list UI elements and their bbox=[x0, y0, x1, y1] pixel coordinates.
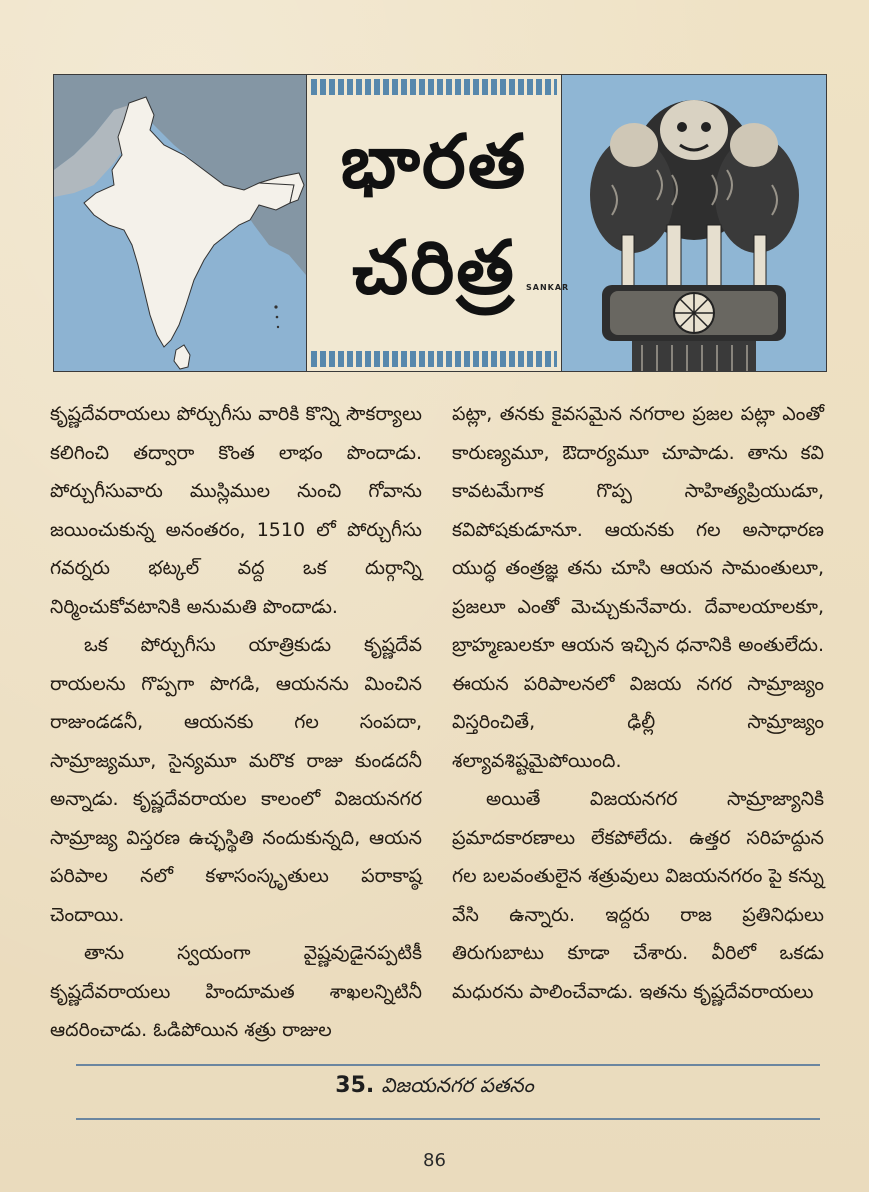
left-paragraph-1: కృష్ణదేవరాయలు పోర్చుగీసు వారికి కొన్ని సౌకర్యాలు కలిగించి తద్వారా కొంత లాభం పొందాడు. పోర్చుగీసువారు ముస్లిముల నుంచి గోవాను జయించుకున్న అనంతరం, 1510 లో పోర్చుగీసు గవర్నరు భట్కల్ వద్ద ఒక దుర్గాన్ని నిర్మించుకోవటానికి అనుమతి పొందాడు. bbox=[50, 403, 422, 618]
left-paragraph-3: తాను స్వయంగా వైష్ణవుడైనప్పటికీ కృష్ణదేవరాయలు హిందూమత శాఖలన్నిటినీ ఆదరించాడు. ఓడిపోయిన శత్రు రాజుల bbox=[50, 942, 422, 1041]
decorative-border-top bbox=[311, 79, 557, 95]
india-map-panel bbox=[54, 75, 306, 371]
left-column bbox=[50, 395, 422, 1050]
right-column bbox=[452, 395, 824, 1011]
banner-title-line-2: చరిత్ర bbox=[352, 225, 516, 311]
right-paragraph-2: అయితే విజయనగర సామ్రాజ్యానికి ప్రమాదకారణాలు లేకపోలేదు. ఉత్తర సరిహద్దున గల బలవంతులైన శత్రువులు విజయనగరం పై కన్ను వేసి ఉన్నారు. ఇద్దరు రాజ ప్రతినిధులు తిరుగుబాటు కూడా చేశారు. వీరిలో ఒకడు మధురను పాలించేవాడు. ఇతను కృష్ణదేవరాయలు bbox=[452, 788, 824, 1003]
header-banner bbox=[53, 74, 827, 372]
right-paragraph-1: పట్లా, తనకు కైవసమైన నగరాల ప్రజల పట్లా ఎంతో కారుణ్యమూ, ఔదార్యమూ చూపాడు. తాను కవి కావటమేగాక గొప్ప సాహిత్యప్రియుడూ, కవిపోషకుడూనూ. ఆయనకు గల అసాధారణ యుద్ధ తంత్రజ్ఞ తను చూసి ఆయన సామంతులూ, ప్రజలూ ఎంతో మెచ్చుకునేవారు. దేవాలయాలకూ, బ్రాహ్మణులకూ ఆయన ఇచ్చిన ధనానికి అంతులేదు. ఈయన పరిపాలనలో విజయ నగర సామ్రాజ్యం విస్తరించితే, ఢిల్లీ సామ్రాజ్యం శల్యావశిష్టమైపోయింది. bbox=[452, 403, 824, 772]
page-number: 86 bbox=[423, 1150, 446, 1171]
chapter-heading bbox=[0, 1073, 869, 1102]
left-paragraph-2: ఒక పోర్చుగీసు యాత్రికుడు కృష్ణదేవ రాయలను గొప్పగా పొగడి, ఆయనను మించిన రాజుండడనీ, ఆయనకు గల సంపదా, సామ్రాజ్యమూ, సైన్యమూ మరొక రాజు కుండదనీ అన్నాడు. కృష్ణదేవరాయల కాలంలో విజయనగర సామ్రాజ్య విస్తరణ ఉచ్ఛస్థితి నందుకున్నది, ఆయన పరిపాల నలో కళాసంస్కృతులు పరాకాష్ఠ చెందాయి. bbox=[50, 634, 422, 926]
title-panel bbox=[306, 75, 562, 371]
india-map-icon bbox=[54, 75, 306, 371]
banner-title-line-1: భారత bbox=[340, 119, 528, 205]
chapter-title: విజయనగర పతనం bbox=[381, 1073, 534, 1097]
lion-capital-emblem-icon bbox=[562, 75, 826, 371]
divider-bottom bbox=[76, 1118, 820, 1120]
artist-signature: SANKAR bbox=[526, 283, 570, 292]
emblem-panel bbox=[562, 75, 826, 371]
chapter-number: 35. bbox=[335, 1073, 375, 1098]
decorative-border-bottom bbox=[311, 351, 557, 367]
divider-top bbox=[76, 1064, 820, 1066]
